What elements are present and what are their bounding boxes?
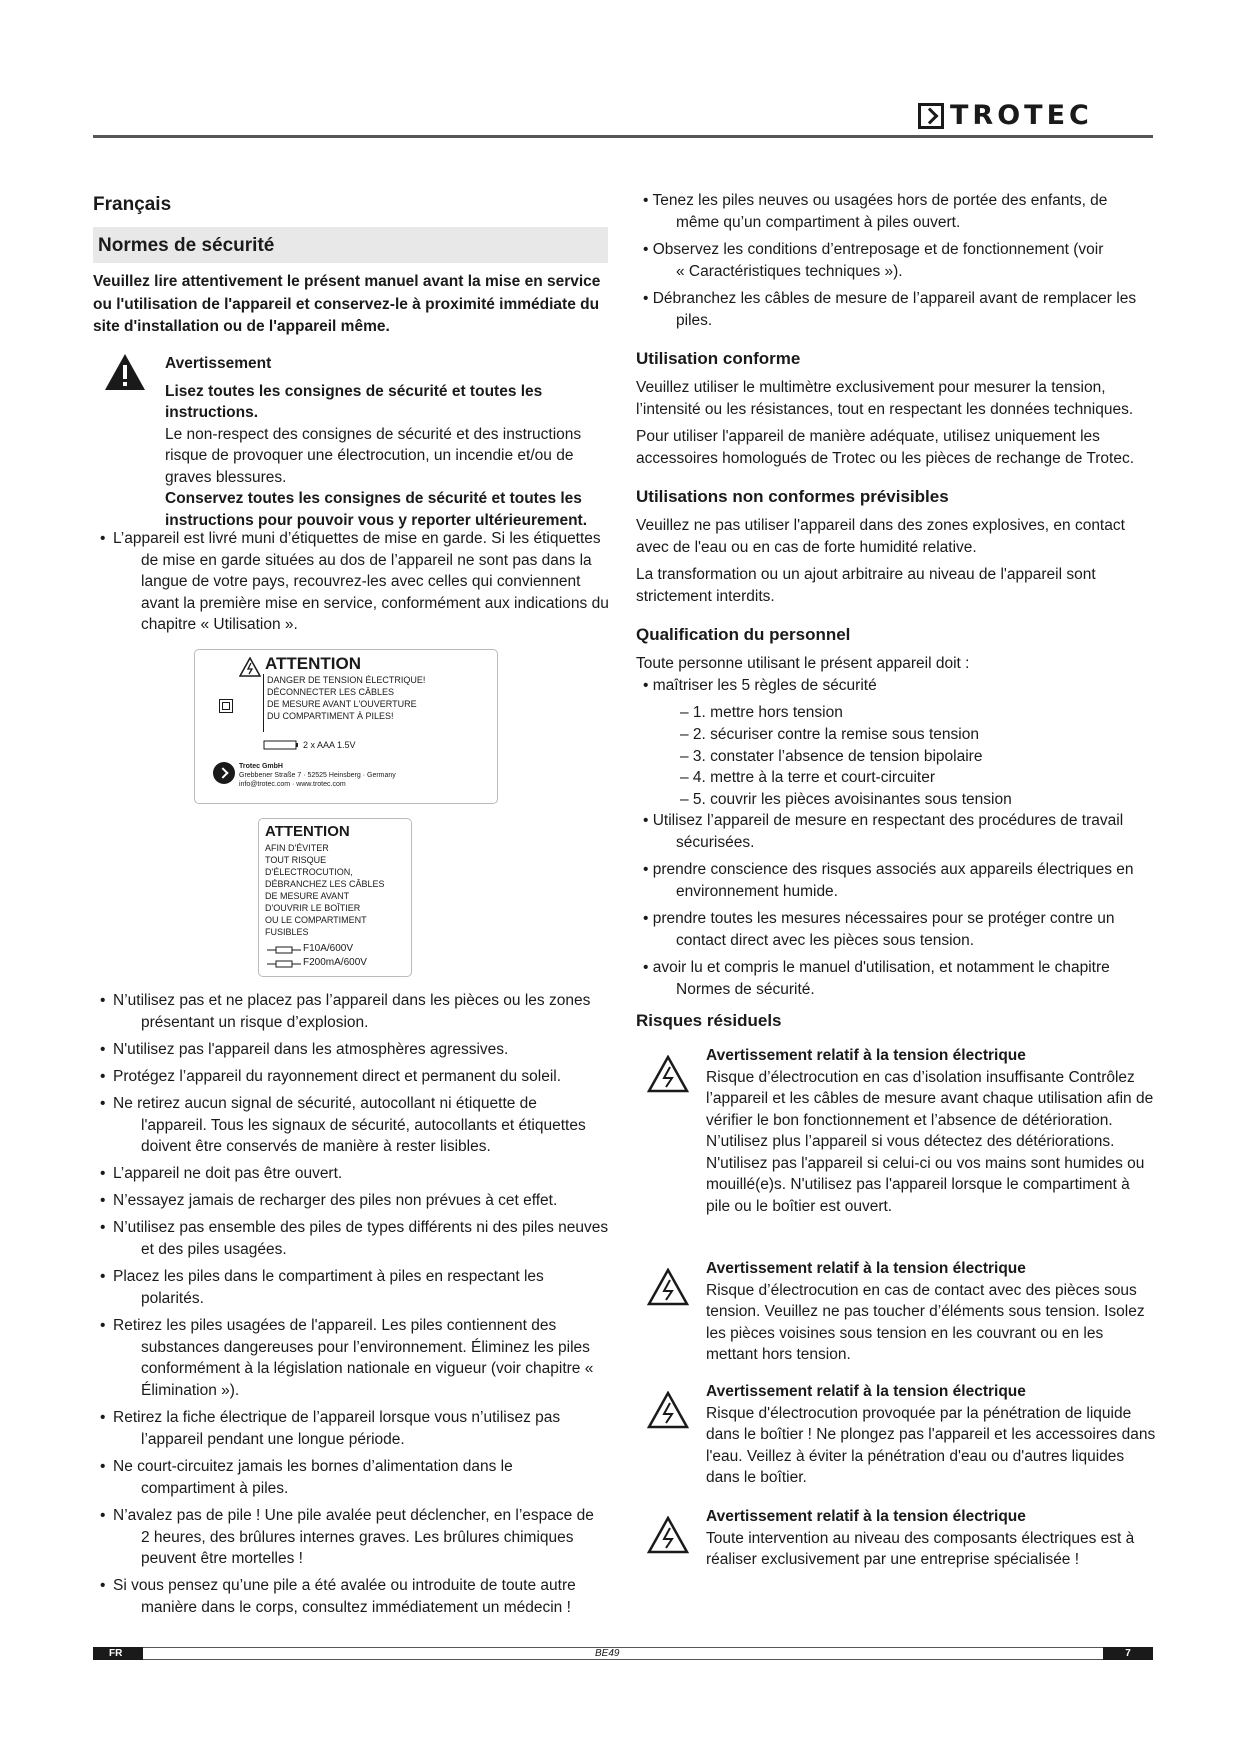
- list-item: • Placez les piles dans le compartiment à piles en respectant les polarités.: [100, 1268, 544, 1307]
- label-line: DE MESURE AVANT L'OUVERTURE: [267, 699, 417, 709]
- list-item: • L’appareil ne doit pas être ouvert.: [100, 1165, 343, 1182]
- label-line: DU COMPARTIMENT À PILES!: [267, 711, 394, 721]
- list-item: • Retirez la fiche électrique de l’appareil lorsque vous n’utilisez pas l’appareil pendant une longue période.: [100, 1409, 561, 1448]
- heading-improper-use: Utilisations non conformes prévisibles: [636, 487, 949, 506]
- heading-intended-use: Utilisation conforme: [636, 349, 801, 368]
- company-name: Trotec GmbH: [239, 763, 283, 770]
- list-item: • N'utilisez pas l'appareil dans les atmosphères agressives.: [100, 1041, 509, 1058]
- label-title: ATTENTION: [265, 654, 362, 673]
- risk-text: Toute intervention au niveau des composants électriques est à réaliser exclusivement par une entreprise spécialisée !: [706, 1529, 1135, 1568]
- double-insulation-icon: [219, 699, 233, 713]
- fuse-rating-1: F10A/600V: [303, 943, 354, 954]
- section-title-box: [93, 227, 608, 263]
- language-heading: Français: [93, 194, 172, 215]
- label-line: DÉCONNECTER LES CÂBLES: [267, 687, 395, 697]
- list-item: • Observez les conditions d’entreposage et de fonctionnement (voir « Caractéristiques techniques »).: [643, 241, 1104, 280]
- list-item: • prendre conscience des risques associés aux appareils électriques en environnement humide.: [643, 861, 1134, 900]
- label-line: OU LE COMPARTIMENT: [265, 915, 367, 925]
- paragraph: La transformation ou un ajout arbitraire au niveau de l'appareil sont strictement interdits.: [636, 566, 1096, 605]
- footer-language: FR: [93, 1647, 143, 1660]
- fuse-rating-2: F200mA/600V: [303, 957, 367, 968]
- list-item: • Ne retirez aucun signal de sécurité, autocollant ni étiquette de l'appareil. Tous les signaux de sécurité, autocollants et étiquettes doivent être conservés de manière à rester lisibles.: [100, 1095, 586, 1155]
- intro-paragraph: Veuillez lire attentivement le présent manuel avant la mise en service ou l'utilisation de l'appareil et conservez-le à proximité immédiate du site d'installation ou de l'appareil même.: [93, 273, 601, 335]
- list-item: • Débranchez les câbles de mesure de l’appareil avant de remplacer les piles.: [643, 290, 1137, 329]
- electric-warning-icon: [647, 1268, 689, 1306]
- list-item: • maîtriser les 5 règles de sécurité: [643, 677, 877, 694]
- electric-warning-icon: [647, 1391, 689, 1429]
- warning-label-image: [194, 649, 498, 804]
- list-item: • Utilisez l’appareil de mesure en respectant des procédures de travail sécurisées.: [643, 812, 1124, 851]
- trotec-logo-mark-icon: [918, 103, 944, 129]
- risk-title: Avertissement relatif à la tension électrique: [706, 1260, 1026, 1277]
- label-divider: [263, 674, 264, 732]
- list-item: • N’essayez jamais de recharger des piles non prévues à cet effet.: [100, 1192, 558, 1209]
- label-line: AFIN D'ÉVITER: [265, 843, 329, 853]
- risk-text: Risque d’électrocution en cas d’isolation insuffisante Contrôlez l’appareil et les câbles de mesure avant chaque utilisation afin de vérifier le bon fonctionnement et l’absence de détérioration. N’utilisez plus l’appareil si vous détectez des détériorations. N'utilisez pas l'appareil si celui-ci ou vos mains sont humides ou mouillé(e)s. N'utilisez pas l'appareil lorsque le compartiment à pile ou le boîtier est ouvert.: [706, 1068, 1154, 1215]
- residual-risk-warning: [706, 1381, 1156, 1489]
- risk-title: Avertissement relatif à la tension électrique: [706, 1508, 1026, 1525]
- warning-bold-1: Lisez toutes les consignes de sécurité et toutes les instructions.: [165, 382, 543, 421]
- company-address: Grebbener Straße 7 · 52525 Heinsberg · Germany: [239, 772, 396, 779]
- label-line: DE MESURE AVANT: [265, 891, 350, 901]
- paragraph: Veuillez ne pas utiliser l'appareil dans des zones explosives, en contact avec de l'eau ou en cas de forte humidité relative.: [636, 517, 1125, 556]
- residual-risk-warning: [706, 1045, 1156, 1217]
- header-divider: [93, 135, 1153, 138]
- warning-bold-2: Conservez toutes les consignes de sécurité et toutes les instructions pour pouvoir vous y reporter ultérieurement.: [165, 490, 588, 529]
- label-line: TOUT RISQUE: [265, 855, 327, 865]
- electric-warning-icon: [647, 1055, 689, 1093]
- fuse-icon: [267, 960, 301, 968]
- footer-model: BE49: [595, 1648, 620, 1659]
- trotec-round-logo-icon: [213, 762, 235, 784]
- label-line: FUSIBLES: [265, 927, 309, 937]
- risk-text: Risque d'électrocution provoquée par la pénétration de liquide dans le boîtier ! Ne plongez pas l'appareil et les accessoires dans l'eau. Veillez à éviter la pénétration d'eau ou d'autres liquides dans le boîtier.: [706, 1404, 1156, 1486]
- safety-rule: – 3. constater l’absence de tension bipolaire: [680, 748, 983, 765]
- warning-text: Le non-respect des consignes de sécurité et des instructions risque de provoquer une électrocution, un incendie et/ou de graves blessures.: [165, 425, 582, 486]
- section-title: Normes de sécurité: [98, 235, 275, 256]
- safety-rule: – 5. couvrir les pièces avoisinantes sous tension: [680, 791, 1012, 808]
- list-item: • Si vous pensez qu’une pile a été avalée ou introduite de toute autre manière dans le corps, consultez immédiatement un médecin !: [100, 1577, 576, 1616]
- label-title: ATTENTION: [265, 823, 350, 840]
- residual-risk-warning: [706, 1258, 1156, 1366]
- label-line: DANGER DE TENSION ÉLECTRIQUE!: [267, 675, 426, 685]
- heading-residual-risks: Risques résiduels: [636, 1011, 782, 1030]
- label-line: D'ÉLECTROCUTION,: [265, 867, 353, 877]
- footer-bar: [93, 1647, 1153, 1660]
- list-item: • Protégez l’appareil du rayonnement direct et permanent du soleil.: [100, 1068, 562, 1085]
- list-item: • Tenez les piles neuves ou usagées hors de portée des enfants, de même qu’un compartiment à piles ouvert.: [643, 192, 1108, 231]
- heading-personnel-qualification: Qualification du personnel: [636, 625, 851, 644]
- list-item: • N’avalez pas de pile ! Une pile avalée peut déclencher, en l’espace de 2 heures, des brûlures internes graves. Les brûlures chimiques peuvent être mortelles !: [100, 1507, 594, 1567]
- electric-warning-icon: [647, 1516, 689, 1554]
- general-warning: [165, 353, 615, 531]
- paragraph: Veuillez utiliser le multimètre exclusivement pour mesurer la tension, l’intensité ou les résistances, tout en respectant les données techniques.: [636, 379, 1134, 418]
- warning-triangle-icon: [103, 352, 147, 392]
- company-contact: info@trotec.com · www.trotec.com: [239, 781, 346, 788]
- label-line: DÉBRANCHEZ LES CÂBLES: [265, 879, 385, 889]
- list-item: • L’appareil est livré muni d’étiquettes de mise en garde. Si les étiquettes de mise en garde situées au dos de l’appareil ne sont pas dans la langue de votre pays, recouvrez-les avec celles qui conviennent avant la première mise en service, conformément aux indications du chapitre « Utilisation ».: [100, 530, 609, 633]
- safety-rule: – 1. mettre hors tension: [680, 704, 843, 721]
- fuse-icon: [267, 946, 301, 954]
- safety-rule: – 4. mettre à la terre et court-circuiter: [680, 769, 935, 786]
- risk-title: Avertissement relatif à la tension électrique: [706, 1383, 1026, 1400]
- brand-name: TROTEC: [950, 100, 1093, 131]
- label-line: D'OUVRIR LE BOÎTIER: [265, 903, 361, 913]
- list-item: • Retirez les piles usagées de l'appareil. Les piles contiennent des substances dangereuses pour l’environnement. Éliminez les piles conformément à la législation nationale en vigueur (voir chapitre « Élimination »).: [100, 1317, 594, 1399]
- list-item: • prendre toutes les mesures nécessaires pour se protéger contre un contact direct avec les pièces sous tension.: [643, 910, 1115, 949]
- list-item: • N’utilisez pas et ne placez pas l’appareil dans les pièces ou les zones présentant un risque d’explosion.: [100, 992, 591, 1031]
- risk-title: Avertissement relatif à la tension électrique: [706, 1047, 1026, 1064]
- fuse-label-image: [258, 818, 412, 977]
- warning-title: Avertissement: [165, 355, 272, 372]
- list-item: • avoir lu et compris le manuel d'utilisation, et notamment le chapitre Normes de sécurité.: [643, 959, 1110, 998]
- paragraph: Pour utiliser l'appareil de manière adéquate, utilisez uniquement les accessoires homologués de Trotec ou les pièces de rechange de Trotec.: [636, 428, 1135, 467]
- paragraph: Toute personne utilisant le présent appareil doit :: [636, 655, 970, 672]
- residual-risk-warning: [706, 1506, 1156, 1571]
- list-item: • N’utilisez pas ensemble des piles de types différents ni des piles neuves et des piles usagées.: [100, 1219, 609, 1258]
- battery-spec: 2 x AAA 1.5V: [303, 740, 356, 750]
- trotec-logo: [918, 100, 1093, 131]
- risk-text: Risque d’électrocution en cas de contact avec des pièces sous tension. Veuillez ne pas toucher d’éléments sous tension. Isolez les pièces voisines sous tension en les couvrant ou en les mettant hors tension.: [706, 1281, 1145, 1363]
- safety-rule: – 2. sécuriser contre la remise sous tension: [680, 726, 979, 743]
- electric-warning-icon: [239, 657, 261, 677]
- page-number: 7: [1103, 1647, 1153, 1660]
- list-item: • Ne court-circuitez jamais les bornes d’alimentation dans le compartiment à piles.: [100, 1458, 513, 1497]
- battery-icon: [263, 740, 299, 750]
